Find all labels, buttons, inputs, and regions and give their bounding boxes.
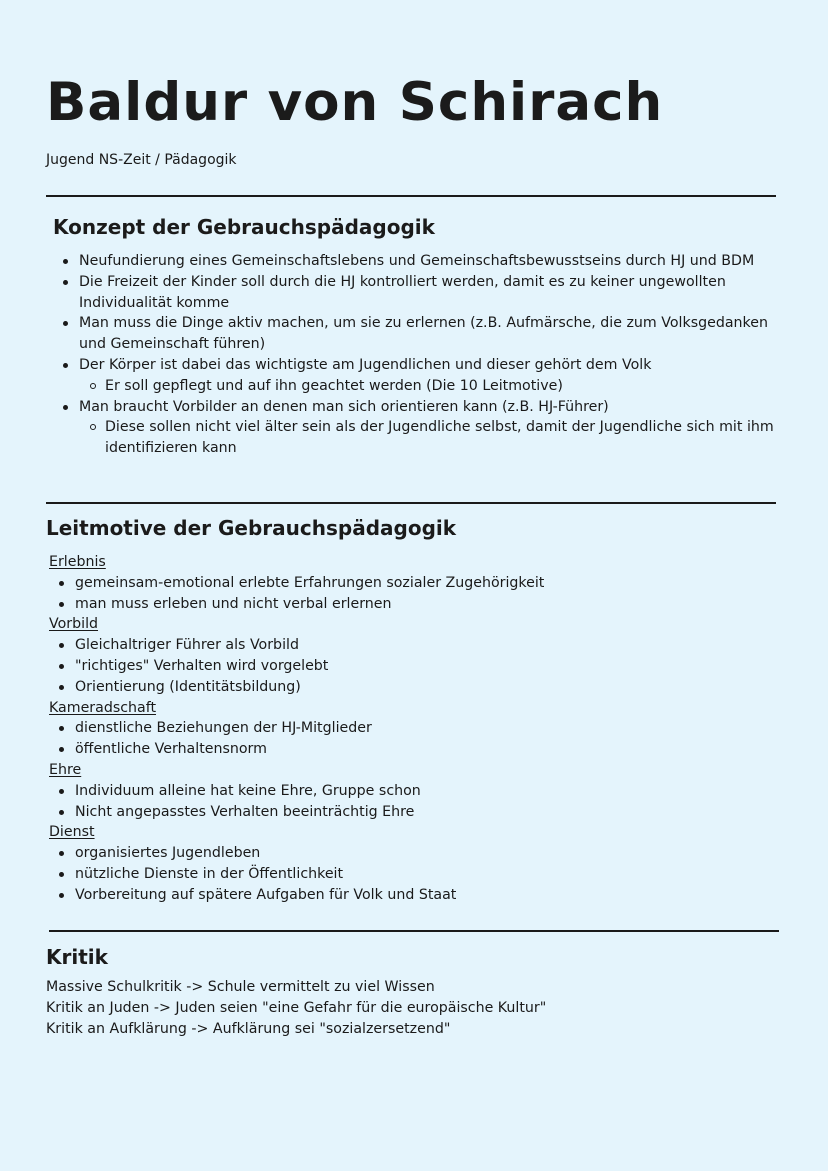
konzept-item-text: Man muss die Dinge aktiv machen, um sie zu erlernen (z.B. Aufmärsche, die zum Volksgedanken und Gemeinschaft führen) bbox=[79, 315, 768, 353]
leitmotiv-list-item: nützliche Dienste in der Öffentlichkeit bbox=[75, 864, 769, 885]
konzept-sublist bbox=[105, 417, 779, 459]
leitmotiv-group bbox=[49, 552, 769, 614]
leitmotiv-title: Dienst bbox=[49, 824, 95, 841]
page-title: Baldur von Schirach bbox=[46, 72, 664, 133]
leitmotiv-group bbox=[49, 760, 769, 822]
leitmotiv-list bbox=[75, 635, 769, 697]
leitmotiv-list bbox=[75, 573, 769, 615]
leitmotiv-title: Vorbild bbox=[49, 616, 99, 633]
konzept-list-item bbox=[79, 397, 779, 459]
kritik-line: Kritik an Juden -> Juden seien "eine Gefahr für die europäische Kultur" bbox=[46, 999, 547, 1016]
leitmotiv-list bbox=[75, 843, 769, 905]
konzept-item-text: Die Freizeit der Kinder soll durch die HJ kontrolliert werden, damit es zu keiner ungewollten Individualität komme bbox=[79, 273, 726, 311]
leitmotiv-list-item: organisiertes Jugendleben bbox=[75, 843, 769, 864]
konzept-list-item bbox=[79, 313, 779, 355]
leitmotiv-list bbox=[75, 718, 769, 760]
kritik-line: Massive Schulkritik -> Schule vermittelt zu viel Wissen bbox=[46, 979, 435, 995]
konzept-item-text: Der Körper ist dabei das wichtigste am Jugendlichen und dieser gehört dem Volk bbox=[79, 356, 652, 373]
konzept-sublist-item: Er soll gepflegt und auf ihn geachtet werden (Die 10 Leitmotive) bbox=[105, 376, 779, 397]
konzept-list-item bbox=[79, 251, 779, 272]
leitmotiv-group bbox=[49, 822, 769, 905]
konzept-sublist-item: Diese sollen nicht viel älter sein als der Jugendliche selbst, damit der Jugendliche sich mit ihm identifizieren kann bbox=[105, 417, 779, 459]
leitmotiv-list-item: gemeinsam-emotional erlebte Erfahrungen sozialer Zugehörigkeit bbox=[75, 573, 769, 594]
leitmotiv-list-item: Nicht angepasstes Verhalten beeinträchtig Ehre bbox=[75, 802, 769, 823]
leitmotiv-title: Erlebnis bbox=[49, 554, 106, 570]
page-subtitle: Jugend NS-Zeit / Pädagogik bbox=[46, 152, 237, 168]
leitmotiv-title: Ehre bbox=[49, 761, 82, 778]
leitmotiv-list-item: dienstliche Beziehungen der HJ-Mitglieder bbox=[75, 718, 769, 739]
kritik-line: Kritik an Aufklärung -> Aufklärung sei "sozialzersetzend" bbox=[46, 1020, 451, 1037]
divider-middle bbox=[46, 502, 776, 504]
leitmotiv-list bbox=[75, 781, 769, 823]
leitmotiv-list-item: öffentliche Verhaltensnorm bbox=[75, 739, 769, 760]
divider-top bbox=[46, 195, 776, 197]
konzept-list-item bbox=[79, 272, 779, 314]
konzept-sublist bbox=[105, 376, 779, 397]
section-heading-kritik: Kritik bbox=[46, 945, 108, 969]
leitmotiv-group bbox=[49, 614, 769, 697]
leitmotiv-title: Kameradschaft bbox=[49, 699, 157, 716]
leitmotiv-list-item: man muss erleben und nicht verbal erlernen bbox=[75, 594, 769, 615]
leitmotiv-group bbox=[49, 698, 769, 760]
leitmotiv-list-item: Orientierung (Identitätsbildung) bbox=[75, 677, 769, 698]
leitmotiv-list-item: Vorbereitung auf spätere Aufgaben für Volk und Staat bbox=[75, 885, 769, 906]
konzept-list bbox=[79, 251, 779, 459]
section-heading-leitmotive: Leitmotive der Gebrauchspädagogik bbox=[46, 516, 457, 540]
leitmotiv-list-item: "richtiges" Verhalten wird vorgelebt bbox=[75, 656, 769, 677]
konzept-item-text: Neufundierung eines Gemeinschaftslebens und Gemeinschaftsbewusstseins durch HJ und BDM bbox=[79, 253, 755, 269]
leitmotive-block bbox=[49, 552, 769, 906]
section-heading-konzept: Konzept der Gebrauchspädagogik bbox=[53, 215, 435, 239]
leitmotiv-list-item: Individuum alleine hat keine Ehre, Gruppe schon bbox=[75, 781, 769, 802]
divider-bottom bbox=[49, 930, 779, 932]
kritik-block bbox=[46, 977, 786, 1039]
leitmotiv-list-item: Gleichaltriger Führer als Vorbild bbox=[75, 635, 769, 656]
konzept-item-text: Man braucht Vorbilder an denen man sich orientieren kann (z.B. HJ-Führer) bbox=[79, 398, 609, 415]
konzept-list-item bbox=[79, 355, 779, 397]
